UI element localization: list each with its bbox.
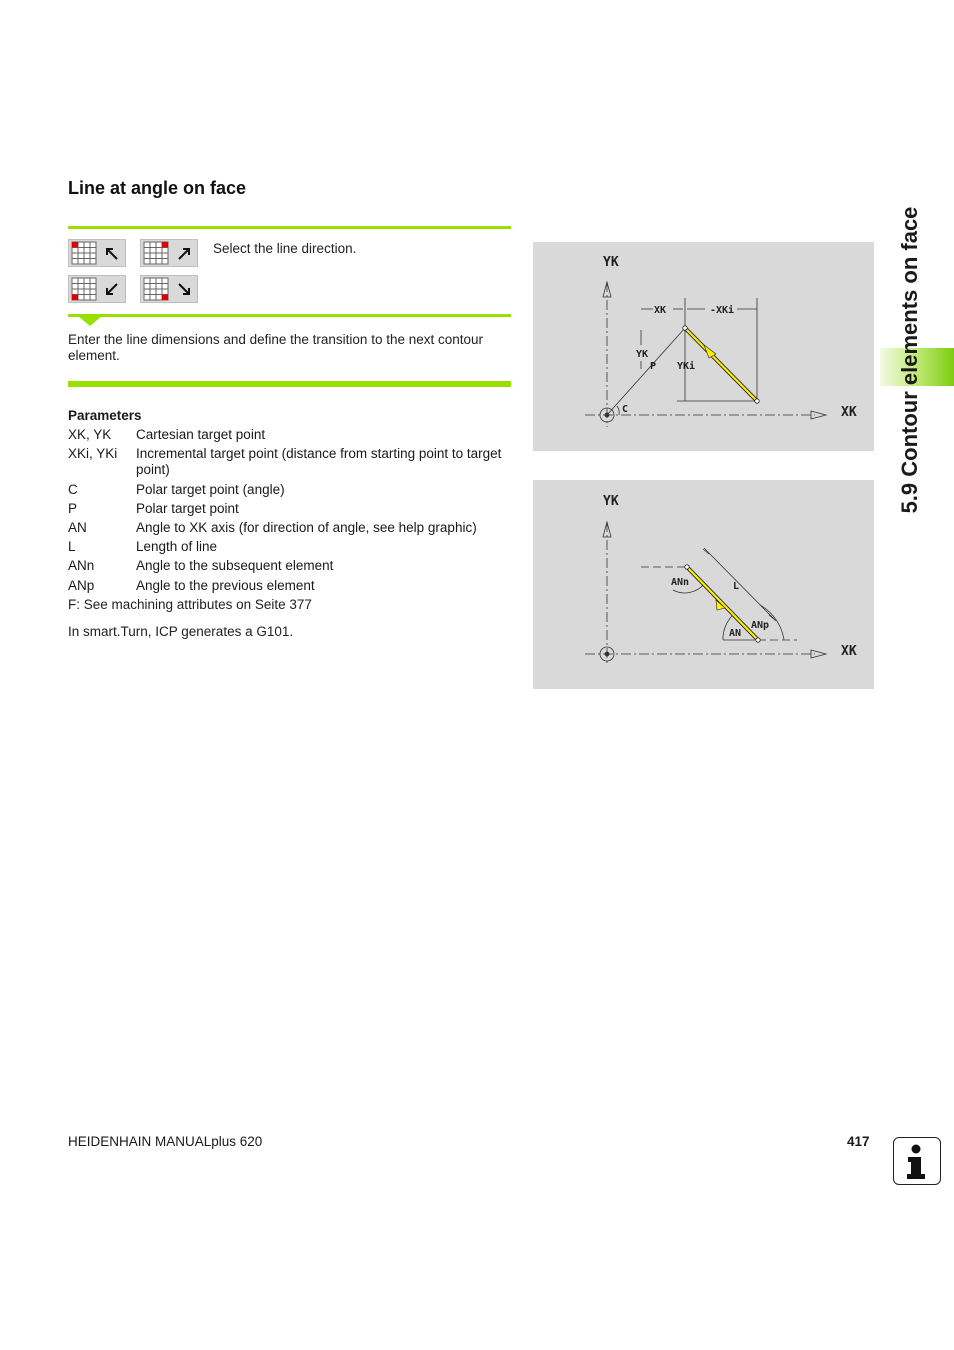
param-key: C [68, 482, 78, 497]
softkey-down-right[interactable] [140, 275, 198, 303]
param-desc: Angle to the subsequent element [136, 558, 334, 573]
arrow-down-right-icon [141, 276, 197, 302]
label-c: C [622, 404, 629, 415]
softkey-caption: Select the line direction. [213, 241, 357, 256]
label-p: P [650, 361, 657, 372]
smart-turn-note: In smart.Turn, ICP generates a G101. [68, 624, 294, 639]
label-an: AN [729, 628, 742, 639]
middle-divider [68, 314, 511, 317]
param-key: XK, YK [68, 427, 112, 442]
top-divider [68, 226, 511, 229]
param-key: ANn [68, 558, 95, 573]
arrow-up-right-icon [141, 240, 197, 266]
param-desc: Polar target point [136, 501, 239, 516]
param-key: L [68, 539, 76, 554]
param-desc: Length of line [136, 539, 218, 554]
softkey-down-left[interactable] [68, 275, 126, 303]
bottom-divider [68, 381, 511, 387]
param-desc: Angle to XK axis (for direction of angle, see help graphic) [136, 520, 477, 535]
param-key: P [68, 501, 78, 516]
param-desc: Angle to the previous element [136, 578, 315, 593]
chapter-title-text: 5.9 Contour elements on face [897, 206, 922, 514]
param-desc: Cartesian target point [136, 427, 266, 442]
label-xki: -XKi [710, 305, 735, 316]
label-anp: ANp [751, 620, 770, 631]
arrow-down-left-icon [69, 276, 125, 302]
softkey-up-right[interactable] [140, 239, 198, 267]
param-key: XKi, YKi [68, 446, 118, 461]
param-desc: Polar target point (angle) [136, 482, 285, 497]
pointer-triangle-icon [78, 316, 102, 327]
parameters-heading: Parameters [68, 408, 142, 423]
label-yki: YKi [677, 361, 696, 372]
page-number: 417 [847, 1134, 870, 1149]
intro-text: Enter the line dimensions and define the transition to the next contour element. [68, 332, 484, 363]
axis-label-yk: YK [603, 255, 619, 270]
machining-note: F: See machining attributes on Seite 377 [68, 597, 312, 612]
footer-manual: HEIDENHAIN MANUALplus 620 [68, 1134, 263, 1149]
softkey-up-left[interactable] [68, 239, 126, 267]
help-graphic-angles [533, 480, 874, 689]
axis-label-xk: XK [841, 405, 857, 420]
arrow-up-left-icon [69, 240, 125, 266]
param-key: AN [68, 520, 87, 535]
info-icon [893, 1137, 941, 1185]
label-yk: YK [636, 349, 649, 360]
axis-label-xk: XK [841, 644, 857, 659]
section-title: Line at angle on face [68, 178, 247, 198]
help-graphic-cartesian [533, 242, 874, 451]
label-xk: XK [654, 305, 667, 316]
label-ann: ANn [671, 577, 690, 588]
label-l: L [733, 581, 740, 592]
param-key: ANp [68, 578, 95, 593]
param-desc: Incremental target point (distance from starting point to target point) [136, 446, 502, 477]
axis-label-yk: YK [603, 494, 619, 509]
